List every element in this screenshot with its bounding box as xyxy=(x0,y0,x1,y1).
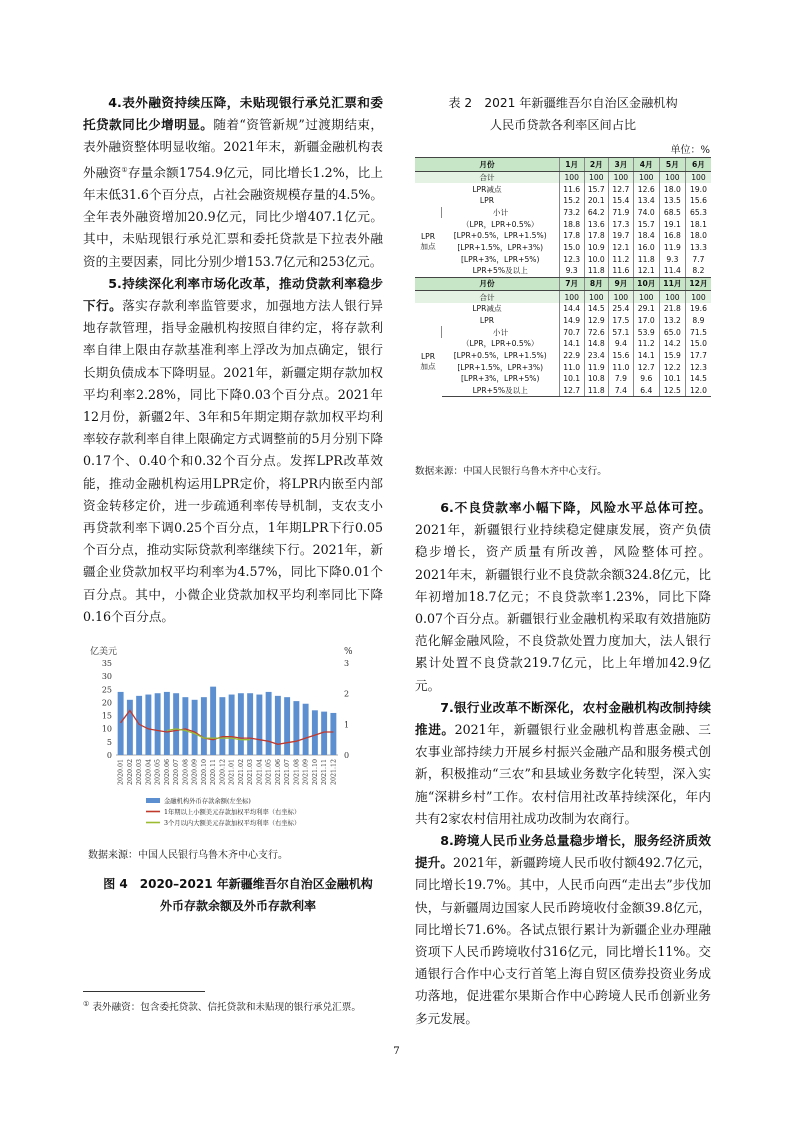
paragraph-reform: 7.银行业改革不断深化，农村金融机构改制持续推进。2021年，新疆银行业金融机构普惠金融、三农事业部持续力开展乡村振兴金融产品和服务模式创新，积极推动“三农”和县域业务数字化转型，深入实施“深耕乡村”工作。农村信用社改革持续深化，年内共有2家农村信用社成功改制为农商行。 xyxy=(415,699,711,826)
bar-deposit-balance xyxy=(229,695,235,755)
legend-label: 1年期以上小额美元存款加权平均利率（右坐标） xyxy=(164,809,301,816)
table-value: 12.0 xyxy=(685,385,711,397)
table-value: 22.9 xyxy=(559,350,584,362)
table-value: 64.2 xyxy=(584,207,609,219)
table-value: 12.6 xyxy=(633,183,659,195)
footnote: ① 表外融资：包含委托贷款、信托贷款和未贴现的银行承兑汇票。 xyxy=(83,1000,361,1014)
table-value: 19.6 xyxy=(685,303,711,315)
table-value: 19.1 xyxy=(659,218,685,230)
left-tick-label: 20 xyxy=(101,698,112,708)
chart-legend xyxy=(146,796,300,827)
table-month-header: 2月 xyxy=(584,158,609,172)
table-value: 18.8 xyxy=(559,218,584,230)
table-month-header: 10月 xyxy=(633,277,659,291)
table-value: 12.7 xyxy=(559,385,584,397)
table-value: 11.0 xyxy=(609,361,634,373)
table-value: 17.8 xyxy=(559,230,584,242)
table-row-label: LPR+5%及以上 xyxy=(442,265,560,277)
table-value: 65.3 xyxy=(685,207,711,219)
table-value: 7.4 xyxy=(609,385,634,397)
table-row-label: LPR减点 xyxy=(472,304,502,314)
table-value: 14.1 xyxy=(559,338,584,350)
table-value: 57.1 xyxy=(609,326,634,338)
table-value: 12.1 xyxy=(609,242,634,254)
left-tick-label: 5 xyxy=(106,737,112,747)
table-month-header: 3月 xyxy=(609,158,634,172)
x-tick-label: 2020.09 xyxy=(191,759,199,786)
bar-deposit-balance xyxy=(275,696,281,755)
table-value: 10.1 xyxy=(559,373,584,385)
bar-deposit-balance xyxy=(330,713,336,755)
table-value: 11.6 xyxy=(609,265,634,277)
table-value: 13.6 xyxy=(584,218,609,230)
table-value: 70.7 xyxy=(559,326,584,338)
paragraph-heading: 8.跨境人民币业务总量稳步增长，服务经济质效提升。 xyxy=(415,833,711,871)
table-header-label: 月份 xyxy=(415,158,559,172)
table-value: 11.2 xyxy=(609,253,634,265)
x-tick-label: 2020.11 xyxy=(210,759,218,786)
table-row xyxy=(415,265,711,277)
table-month-header: 1月 xyxy=(559,158,584,172)
table-header-row xyxy=(415,277,711,291)
left-tick-label: 10 xyxy=(101,724,112,734)
table-value: 14.9 xyxy=(559,315,584,327)
legend-label: 金融机构外币存款余额(左坐标) xyxy=(164,798,251,805)
paragraph-offbalance: 4.表外融资持续压降，未贴现银行承兑汇票和委托贷款同比少增明显。随着“资管新规”过渡期结束，表外融资整体明显收缩。2021年末，新疆金融机构表外融资①存量余额1754.9亿元，同比增长1.2%，比上年末低31.6个百分点，占社会融资规模存量的4.5%。全年表外融资增加20.9亿元，同比少增407.1亿元。其中，未贴现银行承兑汇票和委托贷款是下拉表外融资的主要因素，同比分别少增153.7亿元和253亿元。 xyxy=(83,95,383,269)
x-tick-label: 2020.03 xyxy=(136,759,144,786)
bar-deposit-balance xyxy=(256,695,262,755)
paragraph-cross-border: 8.跨境人民币业务总量稳步增长，服务经济质效提升。2021年，新疆跨境人民币收付额492.7亿元，同比增长19.7%。其中，人民币向西“走出去”步伐加快，与新疆周边国家人民币跨境收付金额39.8亿元，同比增长71.6%。各试点银行累计为新疆企业办理融资项下人民币跨境收付316亿元，同比增长11%。交通银行合作中心支行首笔上海自贸区债券投资业务成功落地，促进霍尔果斯合作中心跨境人民币创新业务多元发展。 xyxy=(415,833,712,1026)
chart-x-ticks xyxy=(118,759,338,785)
x-tick-label: 2021.09 xyxy=(302,759,310,786)
x-tick-label: 2020.08 xyxy=(182,759,190,786)
figure-caption-line2: 外币存款余额及外币存款利率 xyxy=(159,899,316,913)
x-tick-label: 2020.12 xyxy=(219,759,227,786)
x-tick-label: 2021.05 xyxy=(265,759,273,786)
table-value: 11.2 xyxy=(633,338,659,350)
table-row xyxy=(415,361,711,373)
table-row xyxy=(415,291,711,303)
x-tick-label: 2020.10 xyxy=(200,759,208,786)
table-value: 15.0 xyxy=(685,338,711,350)
table-value: 9.3 xyxy=(559,265,584,277)
bar-deposit-balance xyxy=(182,697,188,755)
table-value: 17.8 xyxy=(584,230,609,242)
table-value: 15.6 xyxy=(685,195,711,207)
chart-source: 数据来源：中国人民银行乌鲁木齐中心支行。 xyxy=(88,850,288,861)
table-value: 25.4 xyxy=(609,303,634,315)
foreign-deposit-chart xyxy=(88,645,360,837)
footnote-marker[interactable]: ① xyxy=(121,165,128,174)
table-value: 10.0 xyxy=(584,253,609,265)
table-header-label: 月份 xyxy=(415,277,559,291)
table-month-header: 11月 xyxy=(659,277,685,291)
x-tick-label: 2021.10 xyxy=(311,759,319,786)
bar-deposit-balance xyxy=(312,710,318,755)
x-tick-label: 2020.01 xyxy=(117,759,125,786)
table-value: 11.8 xyxy=(584,265,609,277)
chart-lines xyxy=(121,711,334,745)
table-value: 7.9 xyxy=(609,373,634,385)
table-value: 8.9 xyxy=(685,315,711,327)
chart-bars xyxy=(118,687,337,755)
x-tick-label: 2020.02 xyxy=(126,759,134,786)
table-value: 13.5 xyxy=(659,195,685,207)
table-row xyxy=(415,171,711,183)
table-value: 17.0 xyxy=(633,315,659,327)
table-value: 19.0 xyxy=(685,183,711,195)
table-value: 16.0 xyxy=(633,242,659,254)
table-value: 12.5 xyxy=(659,385,685,397)
table-value: 71.9 xyxy=(609,207,634,219)
table-category-label: LPR 加点 xyxy=(420,351,436,371)
line-small-usd-rate xyxy=(121,711,334,745)
bar-deposit-balance xyxy=(210,687,216,755)
right-tick-label: 2 xyxy=(344,689,350,699)
table-value: 11.9 xyxy=(584,361,609,373)
table-month-header: 6月 xyxy=(685,158,711,172)
table-value: 13.3 xyxy=(685,242,711,254)
table-row-label: [LPR+3%，LPR+5%) xyxy=(460,254,540,264)
table-value: 100 xyxy=(633,291,659,303)
table-value: 100 xyxy=(609,171,634,183)
x-tick-label: 2021.12 xyxy=(330,759,338,786)
left-tick-label: 25 xyxy=(101,685,112,695)
x-tick-label: 2021.03 xyxy=(247,759,255,786)
paragraph-interest-rate: 5.持续深化利率市场化改革，推动贷款利率稳步下行。落实存款利率监管要求，加强地方法人银行异地存款管理，指导金融机构按照自律约定，将存款利率自律上限由存款基准利率上浮改为加点确定，银行长期负债成本下降明显。2021年，新疆定期存款加权平均利率2.28%，同比下降0.03个百分点。2021年12月份，新疆2年、3年和5年期定期存款加权平均利率较存款利率自律上限确定方式调整前的5月分别下降0.17个、0.40个和0.32个百分点。发挥LPR改革效能，推动金融机构运用LPR定价，将LPR内嵌至内部资金转移定价，进一步疏通利率传导机制，支农支小再贷款利率下调0.25个百分点，1年期LPR下行0.05个百分点，推动实际贷款利率继续下行。2021年，新疆企业贷款加权平均利率为4.57%，同比下降0.01个百分点。其中，小微企业贷款加权平均利率同比下降0.16个百分点。 xyxy=(83,275,384,624)
table-value: 18.4 xyxy=(633,230,659,242)
x-tick-label: 2021.08 xyxy=(293,759,301,786)
x-tick-label: 2021.01 xyxy=(228,759,236,786)
table-row-label: [LPR+0.5%，LPR+1.5%) xyxy=(453,231,547,241)
table-category-label: LPR 加点 xyxy=(420,231,436,251)
table-value: 18.0 xyxy=(685,230,711,242)
table-value: 73.2 xyxy=(559,207,584,219)
loan-rate-table xyxy=(415,157,711,397)
table-row-label: LPR+5%及以上 xyxy=(442,385,560,397)
table-value: 11.9 xyxy=(659,242,685,254)
table-value: 68.5 xyxy=(659,207,685,219)
table-value: 7.7 xyxy=(685,253,711,265)
table-value: 11.0 xyxy=(559,361,584,373)
table-value: 53.9 xyxy=(633,326,659,338)
table-row xyxy=(415,218,711,230)
page-number: 7 xyxy=(393,1045,400,1057)
table-value: 12.7 xyxy=(609,183,634,195)
bar-deposit-balance xyxy=(303,704,309,755)
table-value: 29.1 xyxy=(633,303,659,315)
table-value: 100 xyxy=(609,291,634,303)
table-value: 9.6 xyxy=(633,373,659,385)
bar-deposit-balance xyxy=(164,692,170,755)
table-value: 11.4 xyxy=(659,265,685,277)
table-row xyxy=(415,326,711,338)
table-row-label: [LPR+0.5%，LPR+1.5%) xyxy=(453,350,547,360)
table-value: 65.0 xyxy=(659,326,685,338)
table-value: 11.8 xyxy=(633,253,659,265)
bar-deposit-balance xyxy=(201,697,207,755)
bar-deposit-balance xyxy=(247,693,253,755)
legend-label: 3个月以内大额美元存款加权平均利率（右坐标） xyxy=(164,820,301,827)
bar-deposit-balance xyxy=(118,692,124,755)
table-row xyxy=(415,207,711,219)
table-value: 9.3 xyxy=(659,253,685,265)
table-row-label: [LPR+3%，LPR+5%) xyxy=(460,374,540,384)
bar-deposit-balance xyxy=(238,693,244,755)
table-value: 10.9 xyxy=(584,242,609,254)
right-tick-label: 0 xyxy=(344,751,350,760)
table-value: 15.7 xyxy=(633,218,659,230)
table-value: 9.4 xyxy=(609,338,634,350)
table-row xyxy=(415,315,711,327)
table-row-label: 小计 xyxy=(442,207,560,219)
table-row xyxy=(415,338,711,350)
table-value: 12.7 xyxy=(633,361,659,373)
table-value: 17.7 xyxy=(685,350,711,362)
table-month-header: 7月 xyxy=(559,277,584,291)
table-value: 72.6 xyxy=(584,326,609,338)
table-month-header: 5月 xyxy=(659,158,685,172)
bar-deposit-balance xyxy=(293,701,299,755)
table-value: 14.5 xyxy=(584,303,609,315)
table-value: 14.1 xyxy=(633,350,659,362)
bar-deposit-balance xyxy=(266,692,272,755)
table-row-label: （LPR，LPR+0.5%） xyxy=(461,219,539,229)
table-source: 数据来源：中国人民银行乌鲁木齐中心支行。 xyxy=(415,466,607,477)
x-tick-label: 2021.11 xyxy=(321,759,329,786)
table-value: 15.9 xyxy=(659,350,685,362)
table-month-header: 12月 xyxy=(685,277,711,291)
bar-deposit-balance xyxy=(145,695,151,755)
bar-deposit-balance xyxy=(192,700,198,755)
table-value: 100 xyxy=(659,291,685,303)
table-value: 74.0 xyxy=(633,207,659,219)
footnote-divider xyxy=(83,991,205,992)
bar-deposit-balance xyxy=(173,693,179,755)
table-value: 15.6 xyxy=(609,350,634,362)
table-value: 100 xyxy=(584,171,609,183)
x-tick-label: 2021.06 xyxy=(274,759,282,786)
right-axis-label: % xyxy=(344,647,353,657)
paragraph-heading: 5.持续深化利率市场化改革，推动贷款利率稳步下行。 xyxy=(83,275,383,314)
table-row-label: （LPR，LPR+0.5%） xyxy=(461,339,539,349)
table-title: 表 2 2021 年新疆维吾尔自治区金融机构 人民币贷款各利率区间占比 xyxy=(448,96,678,132)
left-axis-label: 亿美元 xyxy=(90,647,118,657)
table-value: 12.1 xyxy=(633,265,659,277)
table-header-row xyxy=(415,158,711,172)
table-month-header: 4月 xyxy=(633,158,659,172)
table-row-label: 合计 xyxy=(415,291,559,303)
right-column xyxy=(415,497,711,1030)
table-value: 17.3 xyxy=(609,218,634,230)
table-value: 14.5 xyxy=(685,373,711,385)
table-value: 100 xyxy=(584,291,609,303)
paragraph-heading: 4.表外融资持续压降，未贴现银行承兑汇票和委托贷款同比少增明显。 xyxy=(83,95,383,133)
table-value: 12.2 xyxy=(659,361,685,373)
table-row-label: 合计 xyxy=(415,171,559,183)
figure-caption xyxy=(88,873,388,917)
table-value: 13.4 xyxy=(633,195,659,207)
table-value: 16.8 xyxy=(659,230,685,242)
left-tick-label: 30 xyxy=(101,672,112,682)
table-value: 13.2 xyxy=(659,315,685,327)
table-value: 100 xyxy=(559,171,584,183)
bar-deposit-balance xyxy=(284,697,290,755)
table-value: 14.4 xyxy=(559,303,584,315)
table-value: 23.4 xyxy=(584,350,609,362)
x-tick-label: 2020.05 xyxy=(154,759,162,786)
table-value: 15.7 xyxy=(584,183,609,195)
legend-swatch xyxy=(146,798,160,803)
table-value: 21.8 xyxy=(659,303,685,315)
x-tick-label: 2020.04 xyxy=(145,759,153,786)
figure-caption-line1: 图 4 2020–2021 年新疆维吾尔自治区金融机构 xyxy=(103,877,373,891)
table-row xyxy=(415,195,711,207)
table-value: 10.8 xyxy=(584,373,609,385)
table-value: 100 xyxy=(659,171,685,183)
table-row xyxy=(415,242,711,254)
table-row-label: LPR xyxy=(479,196,494,206)
table-value: 20.1 xyxy=(584,195,609,207)
table-row-label: LPR减点 xyxy=(472,184,502,194)
table-value: 100 xyxy=(685,291,711,303)
left-tick-label: 15 xyxy=(101,711,112,721)
table-value: 19.7 xyxy=(609,230,634,242)
table-value: 100 xyxy=(633,171,659,183)
x-tick-label: 2020.06 xyxy=(163,759,171,786)
table-unit: 单位：% xyxy=(670,145,710,156)
paragraph-heading: 7.银行业改革不断深化，农村金融机构改制持续推进。 xyxy=(415,699,711,738)
table-value: 100 xyxy=(559,291,584,303)
table-value: 71.5 xyxy=(685,326,711,338)
table-value: 14.8 xyxy=(584,338,609,350)
table-value: 11.8 xyxy=(584,385,609,397)
table-value: 15.2 xyxy=(559,195,584,207)
table-value: 18.0 xyxy=(659,183,685,195)
paragraph-npl: 6.不良贷款率小幅下降，风险水平总体可控。2021年，新疆银行业持续稳定健康发展，资产负债稳步增长，资产质量有所改善，风险整体可控。2021年末，新疆银行业不良贷款余额324.8亿元，比年初增加18.7亿元；不良贷款率1.23%，同比下降0.07个百分点。新疆银行业金融机构采取有效措施防范化解金融风险，不良贷款处置力度加大，法人银行累计处置不良贷款219.7亿元，比上年增加42.9亿元。 xyxy=(415,500,711,693)
right-tick-label: 1 xyxy=(344,720,350,730)
bar-deposit-balance xyxy=(155,693,161,755)
left-tick-label: 35 xyxy=(101,659,112,668)
table-value: 100 xyxy=(685,171,711,183)
x-tick-label: 2021.02 xyxy=(237,759,245,786)
table-month-header: 9月 xyxy=(609,277,634,291)
left-tick-label: 0 xyxy=(106,751,112,760)
bar-deposit-balance xyxy=(127,700,133,755)
table-value: 12.9 xyxy=(584,315,609,327)
table-row xyxy=(415,253,711,265)
left-column xyxy=(83,92,383,628)
table-row xyxy=(415,230,711,242)
paragraph-heading: 6.不良贷款率小幅下降，风险水平总体可控。 xyxy=(440,500,711,515)
table-value: 18.1 xyxy=(685,218,711,230)
x-tick-label: 2020.07 xyxy=(173,759,181,786)
x-tick-label: 2021.07 xyxy=(284,759,292,786)
table-row xyxy=(415,373,711,385)
table-value: 10.1 xyxy=(659,373,685,385)
table-value: 6.4 xyxy=(633,385,659,397)
right-tick-label: 3 xyxy=(344,659,350,668)
table-value: 15.0 xyxy=(559,242,584,254)
table-value: 17.5 xyxy=(609,315,634,327)
table-row xyxy=(415,303,711,315)
table-value: 12.3 xyxy=(559,253,584,265)
table-row-label: [LPR+1.5%，LPR+3%) xyxy=(457,242,544,252)
table-row xyxy=(415,385,711,397)
table-row-label: [LPR+1.5%，LPR+3%) xyxy=(457,362,544,372)
table-row-label: LPR xyxy=(479,315,494,325)
table-value: 11.6 xyxy=(559,183,584,195)
table-month-header: 8月 xyxy=(584,277,609,291)
table-value: 14.2 xyxy=(659,338,685,350)
table-value: 12.3 xyxy=(685,361,711,373)
table-value: 15.4 xyxy=(609,195,634,207)
table-row-label: 小计 xyxy=(442,326,560,338)
x-tick-label: 2021.04 xyxy=(256,759,264,786)
table-row xyxy=(415,183,711,195)
table-row xyxy=(415,350,711,362)
bar-deposit-balance xyxy=(219,697,225,755)
table-value: 8.2 xyxy=(685,265,711,277)
